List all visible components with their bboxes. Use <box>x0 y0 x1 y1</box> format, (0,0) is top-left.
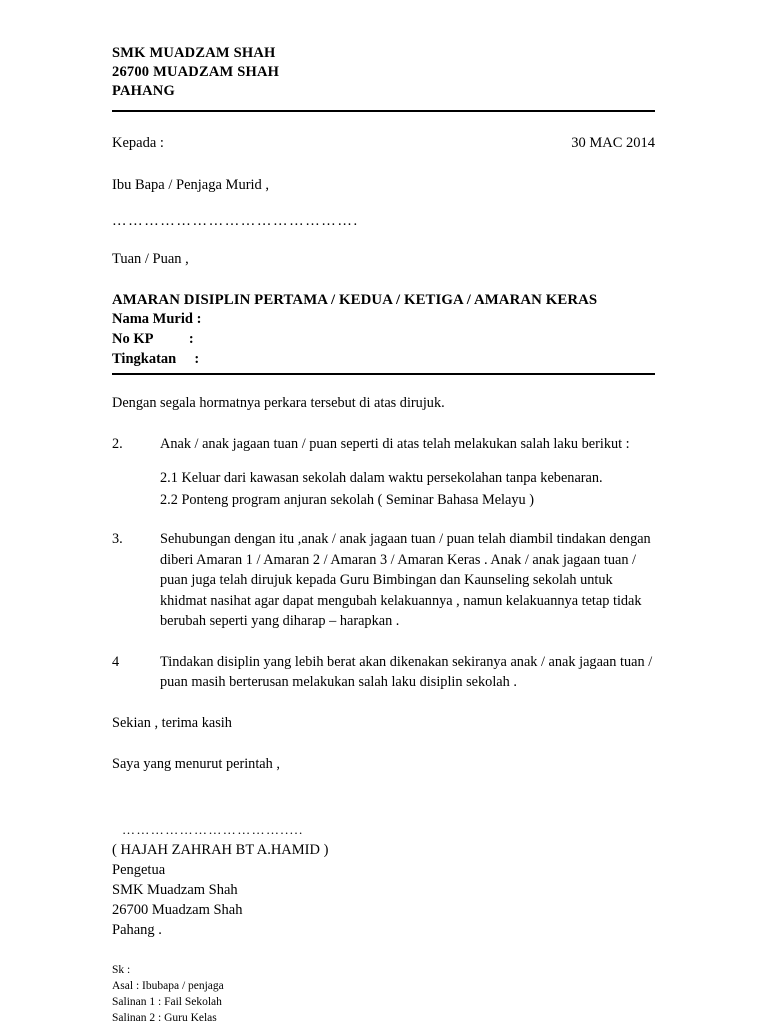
salutation: Tuan / Puan , <box>112 251 189 267</box>
closing-obedience: Saya yang menurut perintah , <box>112 756 280 772</box>
paragraph-2 <box>112 434 655 455</box>
paragraph-3-text: Sehubungan dengan itu ,anak / anak jagaan tuan / puan telah diambil tindakan dengan diberi Amaran 1 / Amaran 2 / Amaran 3 / Amaran Keras . Anak / anak jagaan tuan / puan juga telah dirujuk kepada Guru Bimbingan dan Kaunseling sekolah untuk khidmat nasihat agar dapat mengubah kelakuannya , namun kelakuannya tetap tidak berubah seperti yang diharap – harapkan . <box>160 531 651 629</box>
closing-thanks: Sekian , terima kasih <box>112 714 232 731</box>
paragraph-4 <box>112 652 655 693</box>
paragraph-2-text: Anak / anak jagaan tuan / puan seperti di atas telah melakukan salah laku berikut : <box>160 435 630 452</box>
signatory-name: ( HAJAH ZAHRAH BT A.HAMID ) <box>112 841 329 858</box>
recipient-blank-line: ………………………………………. <box>112 213 359 229</box>
letterhead-state: PAHANG <box>112 83 175 99</box>
paragraph-4-number: 4 <box>112 653 120 670</box>
cc-item: Salinan 1 : Fail Sekolah <box>112 995 222 1008</box>
signatory-school: SMK Muadzam Shah <box>112 881 238 898</box>
subject-divider <box>112 373 655 375</box>
recipient-line: Ibu Bapa / Penjaga Murid , <box>112 177 270 193</box>
field-form-class: Tingkatan : <box>112 351 200 367</box>
subject-block <box>112 292 655 369</box>
letterhead-postcode: 26700 MUADZAM SHAH <box>112 64 280 80</box>
paragraph-3 <box>112 529 655 632</box>
addressee-label: Kepada : <box>112 135 164 151</box>
cc-item: Salinan 2 : Guru Kelas <box>112 1011 217 1024</box>
signatory-state: Pahang . <box>112 921 162 938</box>
field-ic-number: No KP : <box>112 331 194 347</box>
cc-label: Sk : <box>112 963 131 976</box>
letterhead <box>112 44 656 101</box>
signature-line: ……………………………..... <box>122 821 304 837</box>
signatory-position: Pengetua <box>112 861 166 878</box>
paragraph-4-text: Tindakan disiplin yang lebih berat akan dikenakan sekiranya anak / anak jagaan tuan / puan masih berterusan melakukan salah laku disiplin sekolah . <box>160 653 653 690</box>
addressee-date-row <box>112 135 655 152</box>
field-student-name: Nama Murid : <box>112 311 202 327</box>
letter-date: 30 MAC 2014 <box>571 135 655 151</box>
header-divider <box>112 110 655 112</box>
paragraph-intro: Dengan segala hormatnya perkara tersebut di atas dirujuk. <box>112 395 445 411</box>
letterhead-school: SMK MUADZAM SHAH <box>112 45 276 61</box>
signatory-postcode: 26700 Muadzam Shah <box>112 901 243 918</box>
cc-item: Asal : Ibubapa / penjaga <box>112 979 224 992</box>
cc-block <box>112 962 656 1026</box>
list-item: 2.1 Keluar dari kawasan sekolah dalam waktu persekolahan tanpa kebenaran. <box>160 470 603 486</box>
paragraph-2-number: 2. <box>112 435 123 452</box>
subject-title: AMARAN DISIPLIN PERTAMA / KEDUA / KETIGA / AMARAN KERAS <box>112 292 598 308</box>
offence-list <box>112 467 656 511</box>
paragraph-3-number: 3. <box>112 531 123 547</box>
list-item: 2.2 Ponteng program anjuran sekolah ( Seminar Bahasa Melayu ) <box>160 492 535 508</box>
